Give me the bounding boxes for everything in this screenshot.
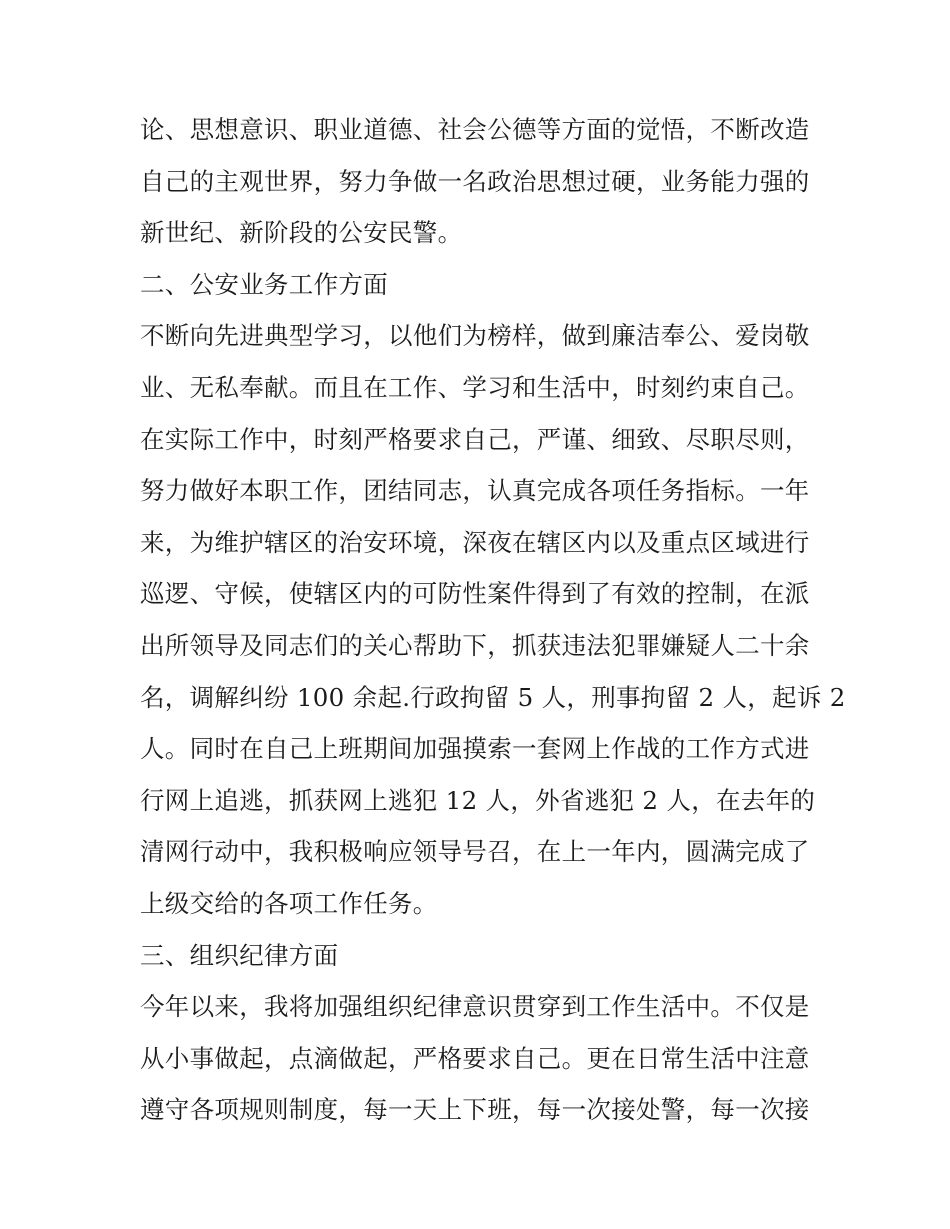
- text-line: 名，调解纠纷 100 余起.行政拘留 5 人，刑事拘留 2 人，起诉 2: [140, 682, 846, 712]
- document-body: [140, 104, 846, 1136]
- text-line: 努力做好本职工作，团结同志，认真完成各项任务指标。一年: [140, 476, 810, 506]
- text-line: 业、无私奉献。而且在工作、学习和生活中，时刻约束自己。: [140, 372, 810, 402]
- text-line: 论、思想意识、职业道德、社会公德等方面的觉悟，不断改造: [140, 115, 810, 144]
- text-line: 新世纪、新阶段的公安民警。: [140, 218, 463, 248]
- text-line: 来，为维护辖区的治安环境，深夜在辖区内以及重点区域进行: [140, 527, 810, 557]
- text-line: 不断向先进典型学习，以他们为榜样，做到廉洁奉公、爱岗敬: [140, 321, 810, 351]
- section-heading: 二、公安业务工作方面: [140, 269, 388, 299]
- text-line: 出所领导及同志们的关心帮助下，抓获违法犯罪嫌疑人二十余: [140, 630, 810, 660]
- text-line: 自己的主观世界，努力争做一名政治思想过硬，业务能力强的: [140, 166, 810, 196]
- text-line: 从小事做起，点滴做起，严格要求自己。更在日常生活中注意: [140, 1043, 810, 1073]
- text-line: 今年以来，我将加强组织纪律意识贯穿到工作生活中。不仅是: [140, 992, 810, 1022]
- text-line: 人。同时在自己上班期间加强摸索一套网上作战的工作方式进: [140, 734, 810, 764]
- text-line: 在实际工作中，时刻严格要求自己，严谨、细致、尽职尽则，: [140, 424, 810, 454]
- text-line: 遵守各项规则制度，每一天上下班，每一次接处警，每一次接: [140, 1095, 810, 1125]
- text-line: 清网行动中，我积极响应领导号召，在上一年内，圆满完成了: [140, 837, 810, 867]
- text-line: 行网上追逃，抓获网上逃犯 12 人，外省逃犯 2 人，在去年的: [140, 785, 816, 815]
- text-line: 巡逻、守候，使辖区内的可防性案件得到了有效的控制，在派: [140, 579, 810, 609]
- section-heading: 三、组织纪律方面: [140, 940, 339, 970]
- text-line: 上级交给的各项工作任务。: [140, 888, 438, 918]
